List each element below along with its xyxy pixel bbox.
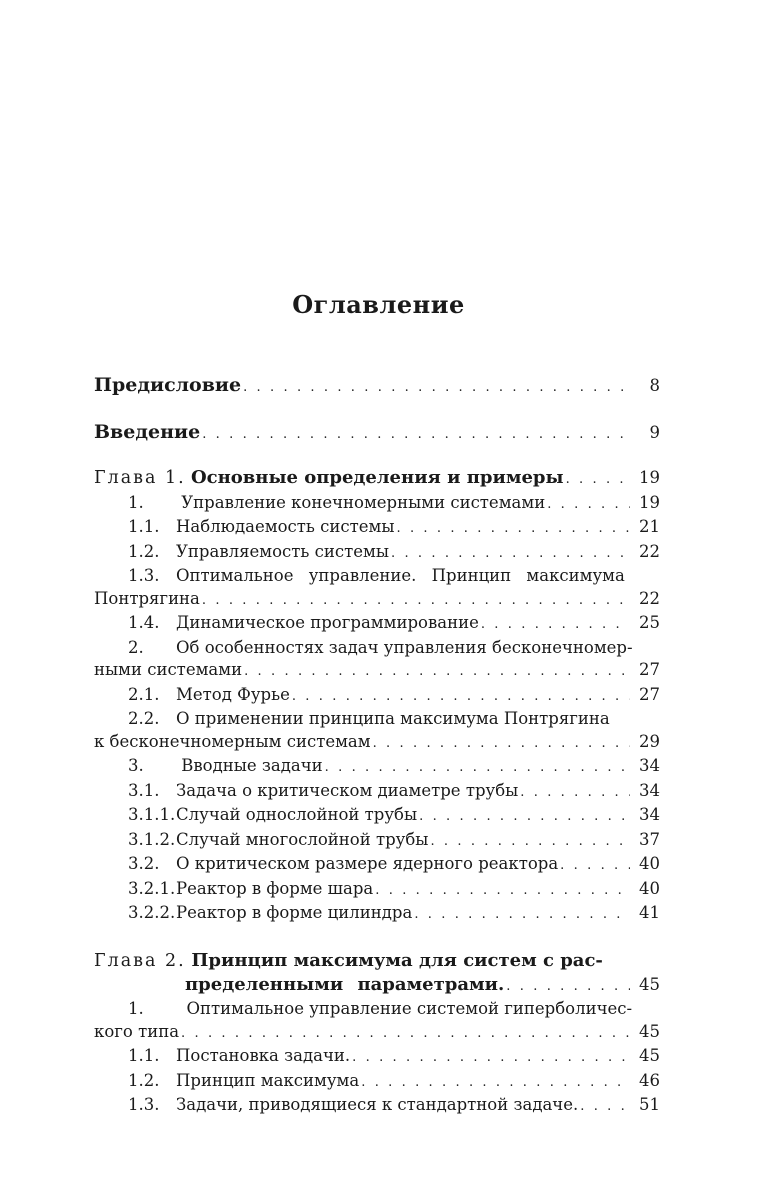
toc-entry-continuation[interactable]: Понтрягина . . . 22: [94, 588, 660, 613]
toc-entry[interactable]: 3.1.2.Случай многослойной трубы . . . 37: [94, 829, 660, 854]
chapter-title: Принцип максимума для систем с рас-: [191, 949, 603, 971]
toc-entry[interactable]: 3.1. Задача о критическом диаметре трубы . . . 34: [94, 780, 660, 805]
toc-entry[interactable]: 2.1. Метод Фурье . . . 27: [94, 684, 660, 709]
toc-entry-line[interactable]: 2. Об особенностях задач управления бесконечномер-: [128, 637, 633, 657]
toc-entry-continuation[interactable]: кого типа . . . 45: [94, 1021, 660, 1046]
toc-entry[interactable]: 3.1.1.Случай однослойной трубы . . . 34: [94, 804, 660, 829]
toc-entry-line[interactable]: 2.2. О применении принципа максимума Понтрягина: [128, 709, 610, 728]
toc-entry-intro[interactable]: [94, 421, 660, 447]
toc-entry-continuation[interactable]: ными системами . . . 27: [94, 659, 660, 684]
toc-chapter-2[interactable]: [94, 948, 660, 974]
toc-entry-preface[interactable]: [94, 374, 660, 400]
toc-entry[interactable]: 3.2.1.Реактор в форме шара . . . 40: [94, 878, 660, 903]
entry-page: 8: [649, 376, 660, 395]
toc-entry[interactable]: 1.2. Принцип максимума . . . 46: [94, 1070, 660, 1095]
toc-chapter-2-continuation[interactable]: пределенными параметрами. . . . 45: [94, 974, 660, 999]
toc-entry[interactable]: 3.2.2.Реактор в форме цилиндра . . . 41: [94, 902, 660, 927]
toc-entry-line[interactable]: 1.3. Оптимальное управление. Принцип максимума: [128, 566, 625, 585]
toc-entry[interactable]: 1.2. Управляемость системы . . . 22: [94, 541, 660, 566]
toc-entry-line[interactable]: 1. Оптимальное управление системой гиперболичес-: [128, 999, 633, 1018]
toc-entry[interactable]: 1. Управление конечномерными системами . . . 19: [94, 492, 660, 517]
entry-page: 9: [649, 422, 660, 442]
toc-entry[interactable]: 1.1. Наблюдаемость системы . . . 21: [94, 516, 660, 541]
toc-chapter-1[interactable]: [94, 467, 660, 492]
chapter-title: Основные определения и примеры: [190, 467, 564, 488]
toc-entry[interactable]: 3. Вводные задачи . . . 34: [94, 755, 660, 780]
page-title: Оглавление: [292, 290, 465, 319]
entry-label: Введение: [94, 420, 201, 443]
entry-label: Предисловие: [94, 374, 242, 396]
toc-entry[interactable]: 1.4. Динамическое программирование . . . 25: [94, 612, 660, 637]
chapter-label: Глава 2.: [94, 950, 186, 971]
entry-page: 19: [639, 468, 660, 487]
toc-entry[interactable]: 3.2. О критическом размере ядерного реактора . . . 40: [94, 853, 660, 878]
toc-entry[interactable]: 1.1. Постановка задачи. . . . 45: [94, 1045, 660, 1070]
toc-entry-continuation[interactable]: к бесконечномерным системам . . . 29: [94, 731, 660, 756]
entry-page: 45: [639, 974, 660, 994]
toc-entry[interactable]: 1.3. Задачи, приводящиеся к стандартной задаче. . . . 51: [94, 1094, 660, 1119]
chapter-label: Глава 1.: [94, 468, 186, 488]
table-of-contents: [94, 374, 660, 1119]
